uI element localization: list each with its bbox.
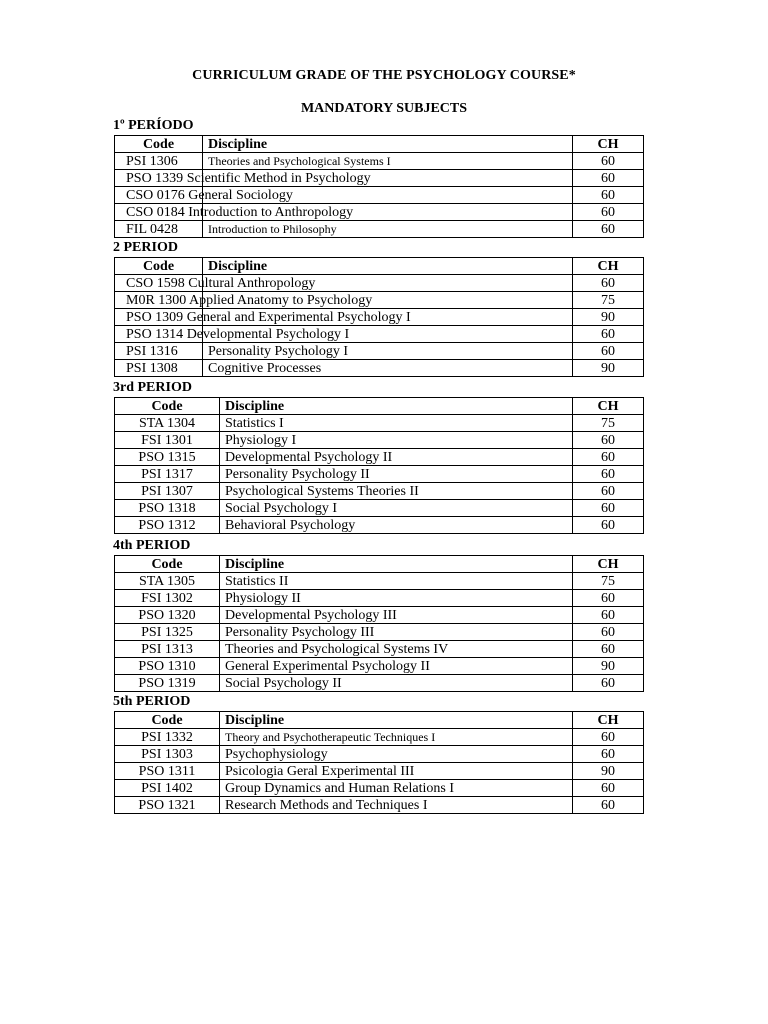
period-4-table <box>114 555 644 692</box>
discipline-cell: Physiology II <box>220 590 573 607</box>
ch-cell: 90 <box>573 360 644 377</box>
period-5-label: 5th PERIOD <box>113 694 191 709</box>
period-1-table <box>114 135 644 238</box>
table-row <box>115 221 644 238</box>
table-row <box>115 729 644 746</box>
table-row <box>115 675 644 692</box>
table-row <box>115 780 644 797</box>
table-row <box>115 607 644 624</box>
ch-cell: 60 <box>573 483 644 500</box>
code-cell <box>115 187 293 204</box>
table-row <box>115 360 644 377</box>
ch-cell: 60 <box>573 780 644 797</box>
discipline-cell: Social Psychology II <box>220 675 573 692</box>
table-row <box>115 187 644 204</box>
code-cell: PSO 1315 <box>115 449 220 466</box>
code-discipline-overflow: CSO 0184 Introduction to Anthropology <box>126 204 354 220</box>
period-4-label: 4th PERIOD <box>113 538 191 553</box>
discipline-cell: Cognitive Processes <box>203 360 573 377</box>
ch-cell: 60 <box>573 607 644 624</box>
discipline-cell: Statistics II <box>220 573 573 590</box>
table-row <box>115 590 644 607</box>
discipline-cell: Introduction to Philosophy <box>203 221 573 238</box>
ch-header: CH <box>573 136 644 153</box>
ch-cell: 90 <box>573 309 644 326</box>
code-discipline-overflow: PSO 1339 Scientific Method in Psychology <box>126 170 371 186</box>
ch-cell: 60 <box>573 343 644 360</box>
table-row <box>115 309 644 326</box>
ch-cell: 60 <box>573 624 644 641</box>
ch-cell: 60 <box>573 153 644 170</box>
table-row <box>115 466 644 483</box>
code-discipline-overflow: CSO 1598 Cultural Anthropology <box>126 275 316 291</box>
table-row <box>115 415 644 432</box>
code-cell: PSI 1303 <box>115 746 220 763</box>
code-cell: PSO 1312 <box>115 517 220 534</box>
discipline-cell: Psicologia Geral Experimental III <box>220 763 573 780</box>
code-discipline-overflow: PSO 1309 General and Experimental Psychology I <box>126 309 411 325</box>
table-row <box>115 326 644 343</box>
code-cell: STA 1305 <box>115 573 220 590</box>
discipline-cell: Psychological Systems Theories II <box>220 483 573 500</box>
discipline-cell: Theory and Psychotherapeutic Techniques I <box>220 729 573 746</box>
table-row <box>115 500 644 517</box>
ch-cell: 60 <box>573 221 644 238</box>
code-cell <box>115 170 371 187</box>
discipline-cell: Personality Psychology I <box>203 343 573 360</box>
code-cell: PSI 1316 <box>115 343 203 360</box>
period-1-label: 1º PERÍODO <box>113 118 194 133</box>
table-header-row <box>115 556 644 573</box>
code-cell: PSI 1317 <box>115 466 220 483</box>
code-cell: PSI 1306 <box>115 153 203 170</box>
discipline-cell: Behavioral Psychology <box>220 517 573 534</box>
table-row <box>115 432 644 449</box>
code-cell: FIL 0428 <box>115 221 203 238</box>
code-cell <box>115 326 350 343</box>
discipline-cell: Theories and Psychological Systems IV <box>220 641 573 658</box>
code-cell: PSI 1307 <box>115 483 220 500</box>
code-cell: PSI 1402 <box>115 780 220 797</box>
table-row <box>115 204 644 221</box>
code-header: Code <box>115 556 220 573</box>
discipline-cell: Research Methods and Techniques I <box>220 797 573 814</box>
table-row <box>115 153 644 170</box>
ch-header: CH <box>573 556 644 573</box>
code-cell: PSO 1310 <box>115 658 220 675</box>
table-header-row <box>115 136 644 153</box>
table-row <box>115 797 644 814</box>
code-cell: PSI 1313 <box>115 641 220 658</box>
discipline-cell: Group Dynamics and Human Relations I <box>220 780 573 797</box>
discipline-cell: Developmental Psychology III <box>220 607 573 624</box>
ch-cell: 75 <box>573 292 644 309</box>
discipline-header: Discipline <box>203 258 573 275</box>
ch-cell: 60 <box>573 797 644 814</box>
code-cell <box>115 309 411 326</box>
code-discipline-overflow: PSO 1314 Developmental Psychology I <box>126 326 350 342</box>
table-row <box>115 658 644 675</box>
table-row <box>115 292 644 309</box>
discipline-cell: Statistics I <box>220 415 573 432</box>
code-cell: STA 1304 <box>115 415 220 432</box>
code-cell <box>115 292 373 309</box>
ch-cell: 60 <box>573 641 644 658</box>
table-row <box>115 573 644 590</box>
table-row <box>115 343 644 360</box>
discipline-cell: Personality Psychology III <box>220 624 573 641</box>
table-row <box>115 170 644 187</box>
ch-cell: 60 <box>573 500 644 517</box>
code-header: Code <box>115 136 203 153</box>
code-cell: PSO 1311 <box>115 763 220 780</box>
ch-cell: 60 <box>573 517 644 534</box>
ch-cell: 90 <box>573 658 644 675</box>
code-cell: PSI 1332 <box>115 729 220 746</box>
discipline-cell: Psychophysiology <box>220 746 573 763</box>
code-cell: PSI 1308 <box>115 360 203 377</box>
discipline-cell: Social Psychology I <box>220 500 573 517</box>
document-title: CURRICULUM GRADE OF THE PSYCHOLOGY COURSE* <box>192 68 576 83</box>
ch-cell: 60 <box>573 449 644 466</box>
ch-cell: 60 <box>573 326 644 343</box>
code-cell: PSO 1319 <box>115 675 220 692</box>
ch-cell: 60 <box>573 204 644 221</box>
ch-cell: 60 <box>573 675 644 692</box>
table-row <box>115 275 644 292</box>
discipline-cell: Personality Psychology II <box>220 466 573 483</box>
table-row <box>115 746 644 763</box>
code-cell <box>115 275 316 292</box>
ch-cell: 60 <box>573 432 644 449</box>
period-2-table <box>114 257 644 377</box>
discipline-header: Discipline <box>220 712 573 729</box>
period-2-label: 2 PERIOD <box>113 240 178 255</box>
discipline-cell: General Experimental Psychology II <box>220 658 573 675</box>
discipline-header: Discipline <box>220 398 573 415</box>
ch-cell: 60 <box>573 590 644 607</box>
table-row <box>115 624 644 641</box>
code-cell: PSO 1318 <box>115 500 220 517</box>
discipline-cell: Physiology I <box>220 432 573 449</box>
code-header: Code <box>115 258 203 275</box>
discipline-header: Discipline <box>203 136 573 153</box>
ch-cell: 60 <box>573 187 644 204</box>
table-row <box>115 449 644 466</box>
ch-cell: 75 <box>573 573 644 590</box>
ch-header: CH <box>573 258 644 275</box>
code-cell: PSO 1321 <box>115 797 220 814</box>
ch-cell: 60 <box>573 746 644 763</box>
ch-cell: 60 <box>573 729 644 746</box>
ch-cell: 75 <box>573 415 644 432</box>
period-3-label: 3rd PERIOD <box>113 380 192 395</box>
ch-header: CH <box>573 398 644 415</box>
table-row <box>115 483 644 500</box>
code-cell: PSI 1325 <box>115 624 220 641</box>
period-3-table <box>114 397 644 534</box>
discipline-cell: Developmental Psychology II <box>220 449 573 466</box>
ch-cell: 90 <box>573 763 644 780</box>
table-header-row <box>115 398 644 415</box>
code-discipline-overflow: M0R 1300 Applied Anatomy to Psychology <box>126 292 373 308</box>
table-row <box>115 517 644 534</box>
code-cell: FSI 1301 <box>115 432 220 449</box>
ch-cell: 60 <box>573 466 644 483</box>
table-row <box>115 763 644 780</box>
code-discipline-overflow: CSO 0176 General Sociology <box>126 187 293 203</box>
ch-header: CH <box>573 712 644 729</box>
code-cell: PSO 1320 <box>115 607 220 624</box>
document-subtitle: MANDATORY SUBJECTS <box>300 101 468 116</box>
table-header-row <box>115 712 644 729</box>
code-header: Code <box>115 398 220 415</box>
ch-cell: 60 <box>573 275 644 292</box>
code-cell: FSI 1302 <box>115 590 220 607</box>
discipline-header: Discipline <box>220 556 573 573</box>
discipline-cell: Theories and Psychological Systems I <box>203 153 573 170</box>
period-5-table <box>114 711 644 814</box>
table-row <box>115 641 644 658</box>
code-cell <box>115 204 354 221</box>
table-header-row <box>115 258 644 275</box>
ch-cell: 60 <box>573 170 644 187</box>
code-header: Code <box>115 712 220 729</box>
